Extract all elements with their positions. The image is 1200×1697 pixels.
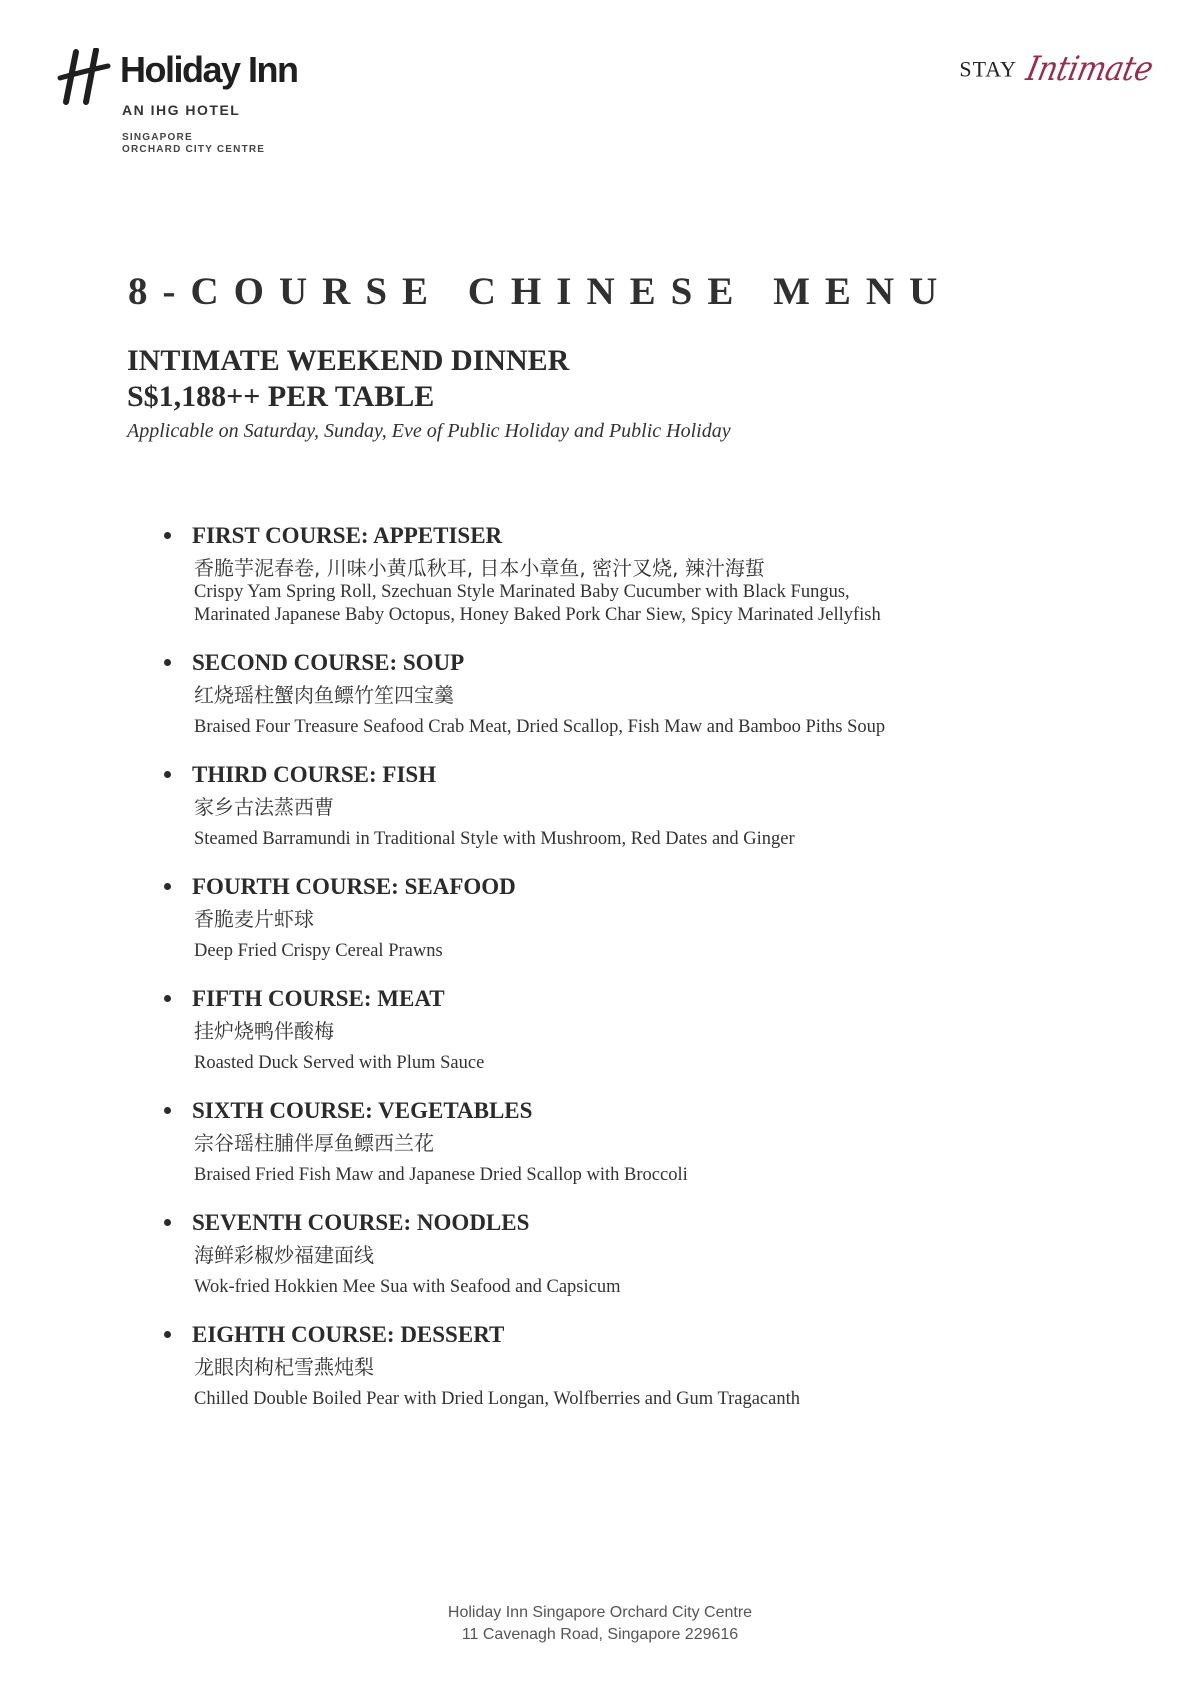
course-chinese-name: 香脆芋泥春卷, 川味小黄瓜秋耳, 日本小章鱼, 密汁叉烧, 辣汁海蜇 xyxy=(194,556,765,580)
course-chinese-name: 香脆麦片虾球 xyxy=(194,907,314,931)
logo-brand-sub: AN IHG HOTEL xyxy=(122,102,241,118)
tagline-stay: STAY xyxy=(959,56,1018,82)
logo-brand-name: Holiday Inn xyxy=(120,49,298,90)
logo-location-line1: SINGAPORE xyxy=(122,132,193,143)
course-title: EIGHTH COURSE: DESSERT xyxy=(192,1322,505,1347)
course-english-description: Roasted Duck Served with Plum Sauce xyxy=(194,1053,485,1073)
bullet-icon xyxy=(164,1107,171,1114)
bullet-icon xyxy=(164,771,171,778)
course-title: FOURTH COURSE: SEAFOOD xyxy=(192,874,516,899)
footer-address xyxy=(0,1602,1200,1646)
bullet-icon xyxy=(164,1219,171,1226)
footer-street-address: 11 Cavenagh Road, Singapore 229616 xyxy=(461,1626,739,1643)
course-english-description: Braised Fried Fish Maw and Japanese Dried Scallop with Broccoli xyxy=(194,1165,688,1185)
course-chinese-name: 海鲜彩椒炒福建面线 xyxy=(194,1243,374,1267)
bullet-icon xyxy=(164,659,171,666)
course-title: FIRST COURSE: APPETISER xyxy=(192,523,503,548)
course-chinese-name: 宗谷瑶柱脯伴厚鱼鳔西兰花 xyxy=(194,1131,434,1155)
holiday-inn-h-icon xyxy=(56,48,116,106)
course-english-description: Deep Fried Crispy Cereal Prawns xyxy=(194,941,443,961)
menu-subtitle-price: S$1,188++ PER TABLE xyxy=(127,380,435,413)
menu-title: 8-COURSE CHINESE MENU xyxy=(128,270,953,313)
course-title: SECOND COURSE: SOUP xyxy=(192,650,465,675)
course-title: THIRD COURSE: FISH xyxy=(192,762,437,787)
course-chinese-name: 红烧瑶柱蟹肉鱼鳔竹笙四宝羹 xyxy=(194,683,454,707)
course-title: SEVENTH COURSE: NOODLES xyxy=(192,1210,530,1235)
course-english-description: Braised Four Treasure Seafood Crab Meat, Dried Scallop, Fish Maw and Bamboo Piths Soup xyxy=(194,717,886,737)
footer-hotel-name: Holiday Inn Singapore Orchard City Centre xyxy=(447,1604,753,1621)
course-chinese-name: 挂炉烧鸭伴酸梅 xyxy=(194,1019,334,1043)
menu-subtitle-occasion: INTIMATE WEEKEND DINNER xyxy=(127,344,570,377)
bullet-icon xyxy=(164,883,171,890)
bullet-icon xyxy=(164,532,171,539)
course-english-description: Wok-fried Hokkien Mee Sua with Seafood and Capsicum xyxy=(194,1277,621,1297)
tagline xyxy=(959,49,1157,90)
course-english-description: Chilled Double Boiled Pear with Dried Longan, Wolfberries and Gum Tragacanth xyxy=(194,1389,800,1409)
course-chinese-name: 龙眼肉枸杞雪燕炖梨 xyxy=(194,1355,374,1379)
course-chinese-name: 家乡古法蒸西曹 xyxy=(194,795,334,819)
tagline-script: Intimate xyxy=(1022,49,1157,90)
logo-location-line2: ORCHARD CITY CENTRE xyxy=(122,144,266,155)
menu-applicability-note: Applicable on Saturday, Sunday, Eve of Public Holiday and Public Holiday xyxy=(127,420,731,442)
course-title: SIXTH COURSE: VEGETABLES xyxy=(192,1098,533,1123)
course-english-description: Crispy Yam Spring Roll, Szechuan Style Marinated Baby Cucumber with Black Fungus, xyxy=(194,582,850,602)
course-english-description-cont: Marinated Japanese Baby Octopus, Honey Baked Pork Char Siew, Spicy Marinated Jellyfish xyxy=(194,605,881,625)
bullet-icon xyxy=(164,995,171,1002)
course-title: FIFTH COURSE: MEAT xyxy=(192,986,445,1011)
course-english-description: Steamed Barramundi in Traditional Style with Mushroom, Red Dates and Ginger xyxy=(194,829,795,849)
bullet-icon xyxy=(164,1331,171,1338)
